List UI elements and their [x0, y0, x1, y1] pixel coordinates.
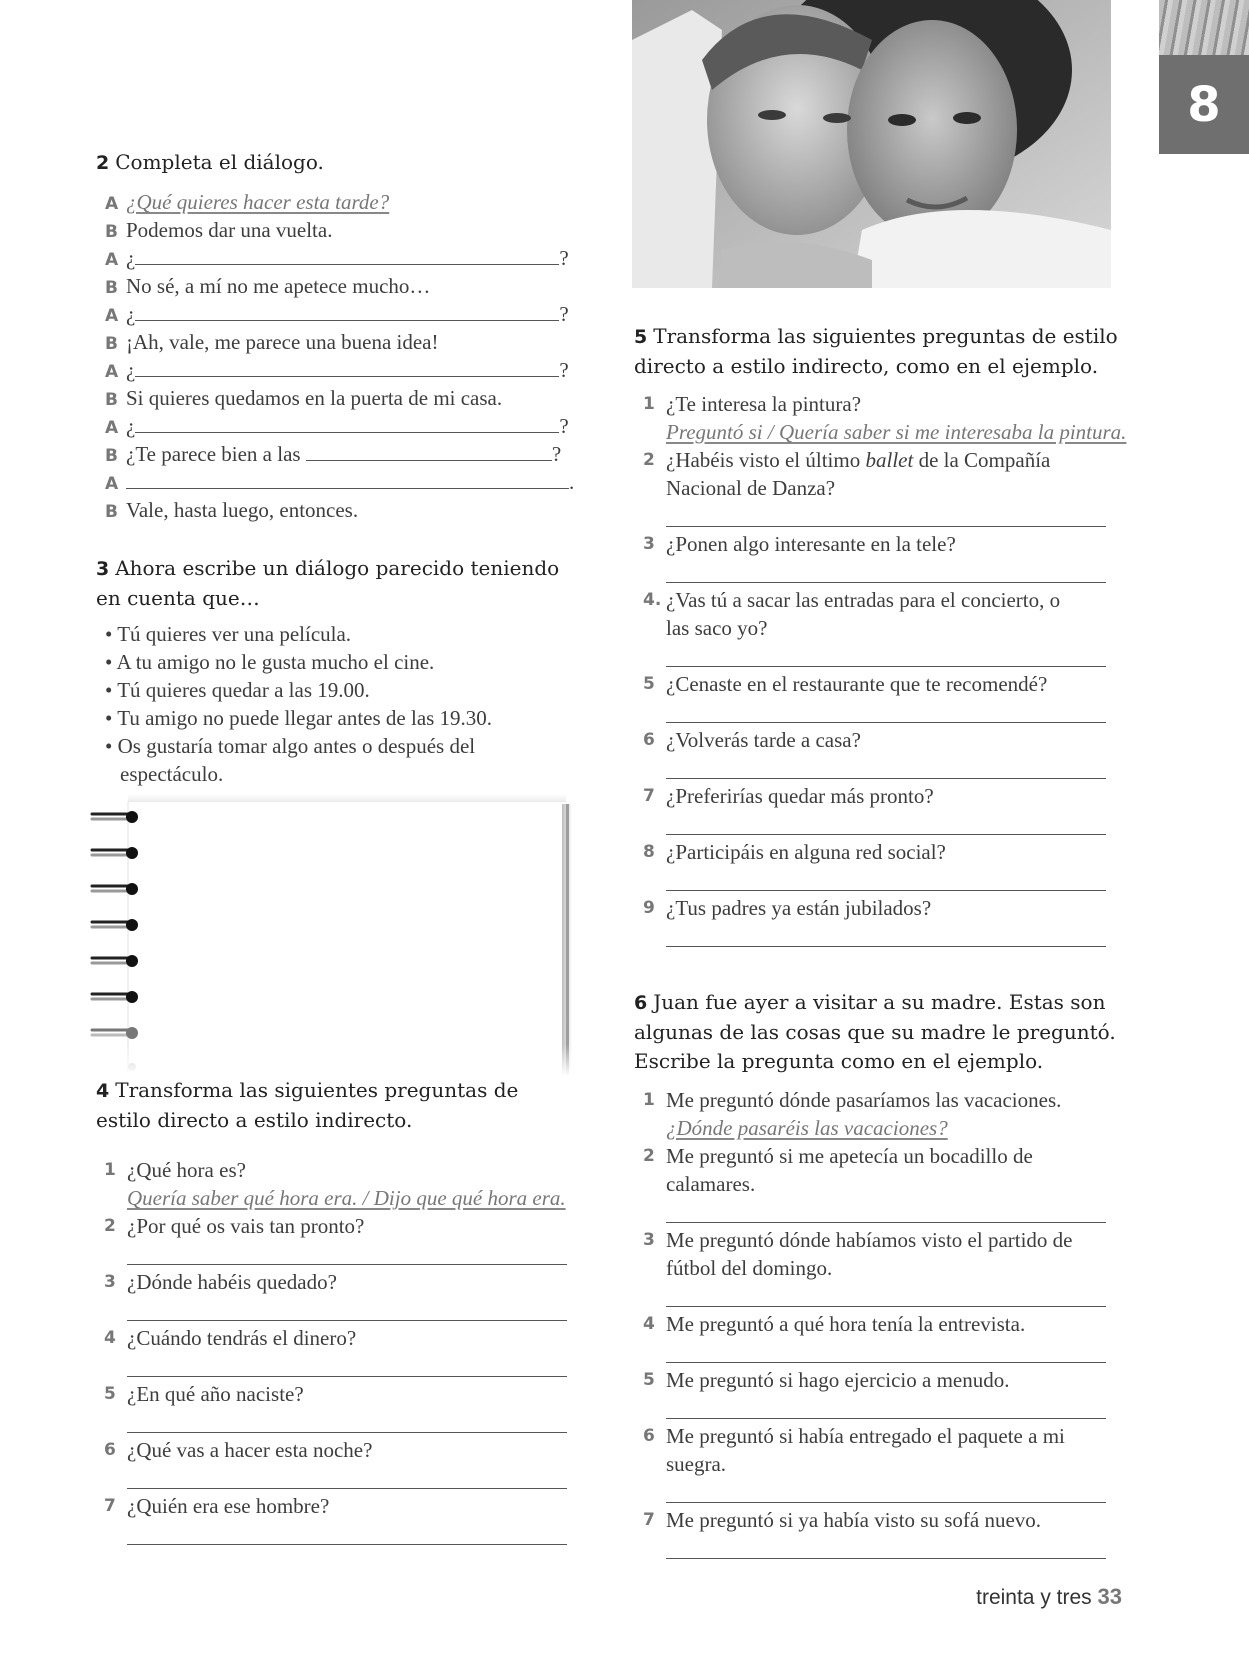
- footer-text: treinta y tres: [976, 1586, 1092, 1609]
- answer-line[interactable]: [666, 1502, 1106, 1503]
- dialogue-text: ¿Te parece bien a las: [126, 442, 306, 466]
- item-number: 7: [104, 1496, 116, 1516]
- item-number: 3: [643, 534, 655, 554]
- exercise-2-title: [96, 148, 324, 178]
- list-item-text: Tú quieres ver una película.: [117, 622, 352, 646]
- question-text: ¿Qué vas a hacer esta noche?: [127, 1438, 373, 1462]
- exercise-5-items: [643, 390, 1127, 950]
- question-text: ¿Volverás tarde a casa?: [666, 728, 861, 752]
- exercise-5: [634, 322, 1118, 381]
- dialogue-line: [105, 384, 502, 414]
- dialogue-text: No sé, a mí no me apetece mucho…: [126, 274, 431, 298]
- question-text: Me preguntó dónde pasaríamos las vacaciones.: [666, 1088, 1062, 1112]
- answer-line[interactable]: [127, 1432, 567, 1433]
- answer-line[interactable]: [666, 1362, 1106, 1363]
- notebook-writing-area[interactable]: [88, 794, 590, 1076]
- dialogue-text: ?: [559, 246, 569, 270]
- question-text: ¿Preferirías quedar más pronto?: [666, 784, 934, 808]
- dialogue-line: [105, 300, 569, 330]
- dialogue-line: [105, 272, 430, 302]
- answer-line[interactable]: [666, 890, 1106, 891]
- item-number: 4: [104, 1328, 116, 1348]
- exercise-title-text: algunas de las cosas que su madre le preguntó.: [634, 1020, 1116, 1044]
- speaker-label: A: [105, 250, 119, 270]
- dialogue-text: .: [569, 470, 575, 494]
- exercise-4-items: [104, 1156, 574, 1536]
- item-number: 3: [104, 1272, 116, 1292]
- answer-line[interactable]: [666, 1222, 1106, 1223]
- question-text: ¿Dónde habéis quedado?: [127, 1270, 337, 1294]
- list-item-text: Tú quieres quedar a las 19.00.: [117, 678, 370, 702]
- example-answer: ¿Qué quieres hacer esta tarde?: [126, 190, 390, 214]
- item-number: 1: [104, 1160, 116, 1180]
- question-text-continued: Nacional de Danza?: [666, 476, 836, 500]
- exercise-3: [96, 554, 559, 613]
- question-text: de la Compañía: [913, 448, 1051, 472]
- exercise-2: [96, 148, 324, 178]
- list-item: • Tu amigo no puede llegar antes de las 19.30.: [105, 706, 493, 730]
- item-number: 3: [643, 1230, 655, 1250]
- answer-line[interactable]: [127, 1320, 567, 1321]
- speaker-label: A: [105, 194, 119, 214]
- question-text-emphasis: ballet: [865, 448, 914, 472]
- answer-blank[interactable]: [135, 412, 559, 433]
- item-number: 2: [643, 1146, 655, 1166]
- exercise-title-text: estilo directo a estilo indirecto.: [96, 1108, 413, 1132]
- question-text-continued: suegra.: [666, 1452, 727, 1476]
- answer-line[interactable]: [666, 1306, 1106, 1307]
- exercise-title-text: Transforma las siguientes preguntas de estilo: [653, 324, 1118, 348]
- page-number: 33: [1097, 1584, 1122, 1609]
- question-text: Me preguntó si había entregado el paquete a mi: [666, 1424, 1065, 1448]
- item-number: 2: [104, 1216, 116, 1236]
- dialogue-text: Podemos dar una vuelta.: [126, 218, 333, 242]
- question-text: ¿Vas tú a sacar las entradas para el concierto, o: [666, 588, 1061, 612]
- list-item: • Tú quieres quedar a las 19.00.: [105, 678, 370, 702]
- answer-line[interactable]: [666, 666, 1106, 667]
- list-item: • Tú quieres ver una película.: [105, 622, 352, 646]
- question-text: Me preguntó si hago ejercicio a menudo.: [666, 1368, 1010, 1392]
- exercise-title-text: Completa el diálogo.: [115, 150, 324, 174]
- item-number: 8: [643, 842, 655, 862]
- chapter-tab: [1159, 0, 1249, 154]
- tab-texture: [1159, 0, 1249, 55]
- exercise-6: [634, 988, 1116, 1076]
- speaker-label: B: [105, 446, 118, 466]
- dialogue-line: [105, 412, 569, 442]
- speaker-label: A: [105, 306, 119, 326]
- question-text: ¿Habéis visto el último: [666, 448, 866, 472]
- dialogue-line: [105, 216, 332, 246]
- list-item-text: Os gustaría tomar algo antes o después del: [117, 734, 476, 758]
- question-text: ¿Ponen algo interesante en la tele?: [666, 532, 956, 556]
- item-number: 5: [104, 1384, 116, 1404]
- speaker-label: A: [105, 418, 119, 438]
- dialogue-line: [105, 328, 439, 358]
- question-text: ¿Tus padres ya están jubilados?: [666, 896, 932, 920]
- answer-line[interactable]: [666, 778, 1106, 779]
- exercise-4: [96, 1076, 518, 1135]
- question-text: ¿Cuándo tendrás el dinero?: [127, 1326, 357, 1350]
- example-answer: Quería saber qué hora era. / Dijo que qué hora era.: [127, 1186, 566, 1210]
- exercise-number: 5: [634, 326, 648, 348]
- dialogue-line: [105, 468, 574, 498]
- question-text: ¿En qué año naciste?: [127, 1382, 304, 1406]
- dialogue-text: ¿: [126, 246, 136, 270]
- list-item-text: Tu amigo no puede llegar antes de las 19.30.: [117, 706, 493, 730]
- speaker-label: B: [105, 222, 118, 242]
- list-item-text: espectáculo.: [120, 762, 224, 786]
- item-number: 6: [104, 1440, 116, 1460]
- exercise-6-items: [643, 1086, 1113, 1546]
- question-text: ¿Quién era ese hombre?: [127, 1494, 330, 1518]
- dialogue-line: [105, 244, 569, 274]
- dialogue-text: ?: [551, 442, 562, 466]
- dialogue-text: ¿: [126, 302, 136, 326]
- dialogue-text: Si quieres quedamos en la puerta de mi casa.: [126, 386, 503, 410]
- answer-blank[interactable]: [126, 468, 569, 489]
- answer-line[interactable]: [666, 1558, 1106, 1559]
- answer-line[interactable]: [666, 722, 1106, 723]
- item-number: 6: [643, 1426, 655, 1446]
- list-item-continued: [120, 760, 223, 788]
- question-text: ¿Qué hora es?: [127, 1158, 246, 1182]
- question-text: ¿Participáis en alguna red social?: [666, 840, 946, 864]
- item-number: 1: [643, 394, 655, 414]
- answer-line[interactable]: [127, 1488, 567, 1489]
- item-number: 1: [643, 1090, 655, 1110]
- dialogue-text: ¡Ah, vale, me parece una buena idea!: [126, 330, 439, 354]
- exercise-title-text: Escribe la pregunta como en el ejemplo.: [634, 1049, 1044, 1073]
- answer-blank[interactable]: [306, 440, 552, 461]
- exercise-number: 4: [96, 1080, 110, 1102]
- question-text: ¿Te interesa la pintura?: [666, 392, 862, 416]
- dialogue-text: ?: [559, 302, 569, 326]
- exercise-number: 2: [96, 152, 110, 174]
- exercise-4-title: [96, 1076, 518, 1135]
- speaker-label: A: [105, 362, 119, 382]
- question-text: ¿Por qué os vais tan pronto?: [127, 1214, 365, 1238]
- page-footer: [976, 1584, 1122, 1610]
- answer-blank[interactable]: [135, 300, 559, 321]
- exercise-5-title: [634, 322, 1118, 381]
- question-text-continued: calamares.: [666, 1172, 756, 1196]
- item-number: 7: [643, 786, 655, 806]
- question-text-continued: fútbol del domingo.: [666, 1256, 833, 1280]
- example-answer: ¿Dónde pasaréis las vacaciones?: [666, 1116, 948, 1140]
- exercise-title-text: Ahora escribe un diálogo parecido teniendo: [115, 556, 560, 580]
- exercise-title-text: Juan fue ayer a visitar a su madre. Estas son: [653, 990, 1106, 1014]
- answer-blank[interactable]: [135, 244, 559, 265]
- question-text-continued: las saco yo?: [666, 616, 768, 640]
- question-text: Me preguntó si ya había visto su sofá nuevo.: [666, 1508, 1042, 1532]
- item-number: 6: [643, 730, 655, 750]
- speaker-label: B: [105, 334, 118, 354]
- item-number: 4: [643, 1314, 655, 1334]
- answer-line[interactable]: [666, 526, 1106, 527]
- answer-line[interactable]: [666, 1418, 1106, 1419]
- speaker-label: B: [105, 390, 118, 410]
- exercise-title-text: Transforma las siguientes preguntas de: [115, 1078, 519, 1102]
- item-number: 9: [643, 898, 655, 918]
- dialogue-line: [105, 496, 358, 526]
- example-answer: Preguntó si / Quería saber si me interesaba la pintura.: [666, 420, 1127, 444]
- dialogue-text: ¿: [126, 358, 136, 382]
- exercise-title-text: en cuenta que…: [96, 586, 260, 610]
- dialogue-line: [105, 440, 561, 470]
- item-number: 7: [643, 1510, 655, 1530]
- answer-line[interactable]: [666, 946, 1106, 947]
- question-text: Me preguntó dónde habíamos visto el partido de: [666, 1228, 1073, 1252]
- dialogue-text: ?: [559, 414, 569, 438]
- answer-line[interactable]: [127, 1264, 567, 1265]
- list-item: • A tu amigo no le gusta mucho el cine.: [105, 650, 435, 674]
- question-text: Me preguntó a qué hora tenía la entrevista.: [666, 1312, 1026, 1336]
- couple-photo: [632, 0, 1111, 288]
- speaker-label: B: [105, 278, 118, 298]
- answer-line[interactable]: [127, 1544, 567, 1545]
- dialogue-line: [105, 356, 569, 386]
- item-number: 5: [643, 674, 655, 694]
- answer-line[interactable]: [666, 834, 1106, 835]
- question-text: Me preguntó si me apetecía un bocadillo de: [666, 1144, 1033, 1168]
- exercise-6-title: [634, 988, 1116, 1076]
- dialogue-text: Vale, hasta luego, entonces.: [126, 498, 359, 522]
- dialogue-text: ¿: [126, 414, 136, 438]
- question-text: ¿Cenaste en el restaurante que te recomendé?: [666, 672, 1048, 696]
- item-number: 4.: [643, 590, 662, 610]
- answer-blank[interactable]: [135, 356, 559, 377]
- answer-line[interactable]: [666, 582, 1106, 583]
- list-item: • Os gustaría tomar algo antes o después del: [105, 734, 476, 758]
- dialogue-text: ?: [559, 358, 569, 382]
- chapter-number: 8: [1187, 77, 1221, 133]
- exercise-number: 3: [96, 558, 110, 580]
- item-number: 2: [643, 450, 655, 470]
- exercise-3-title: [96, 554, 559, 613]
- exercise-number: 6: [634, 992, 648, 1014]
- speaker-label: B: [105, 502, 118, 522]
- exercise-title-text: directo a estilo indirecto, como en el ejemplo.: [634, 354, 1099, 378]
- item-number: 5: [643, 1370, 655, 1390]
- speaker-label: A: [105, 474, 119, 494]
- dialogue-line: [105, 188, 389, 218]
- answer-line[interactable]: [127, 1376, 567, 1377]
- list-item-text: A tu amigo no le gusta mucho el cine.: [116, 650, 435, 674]
